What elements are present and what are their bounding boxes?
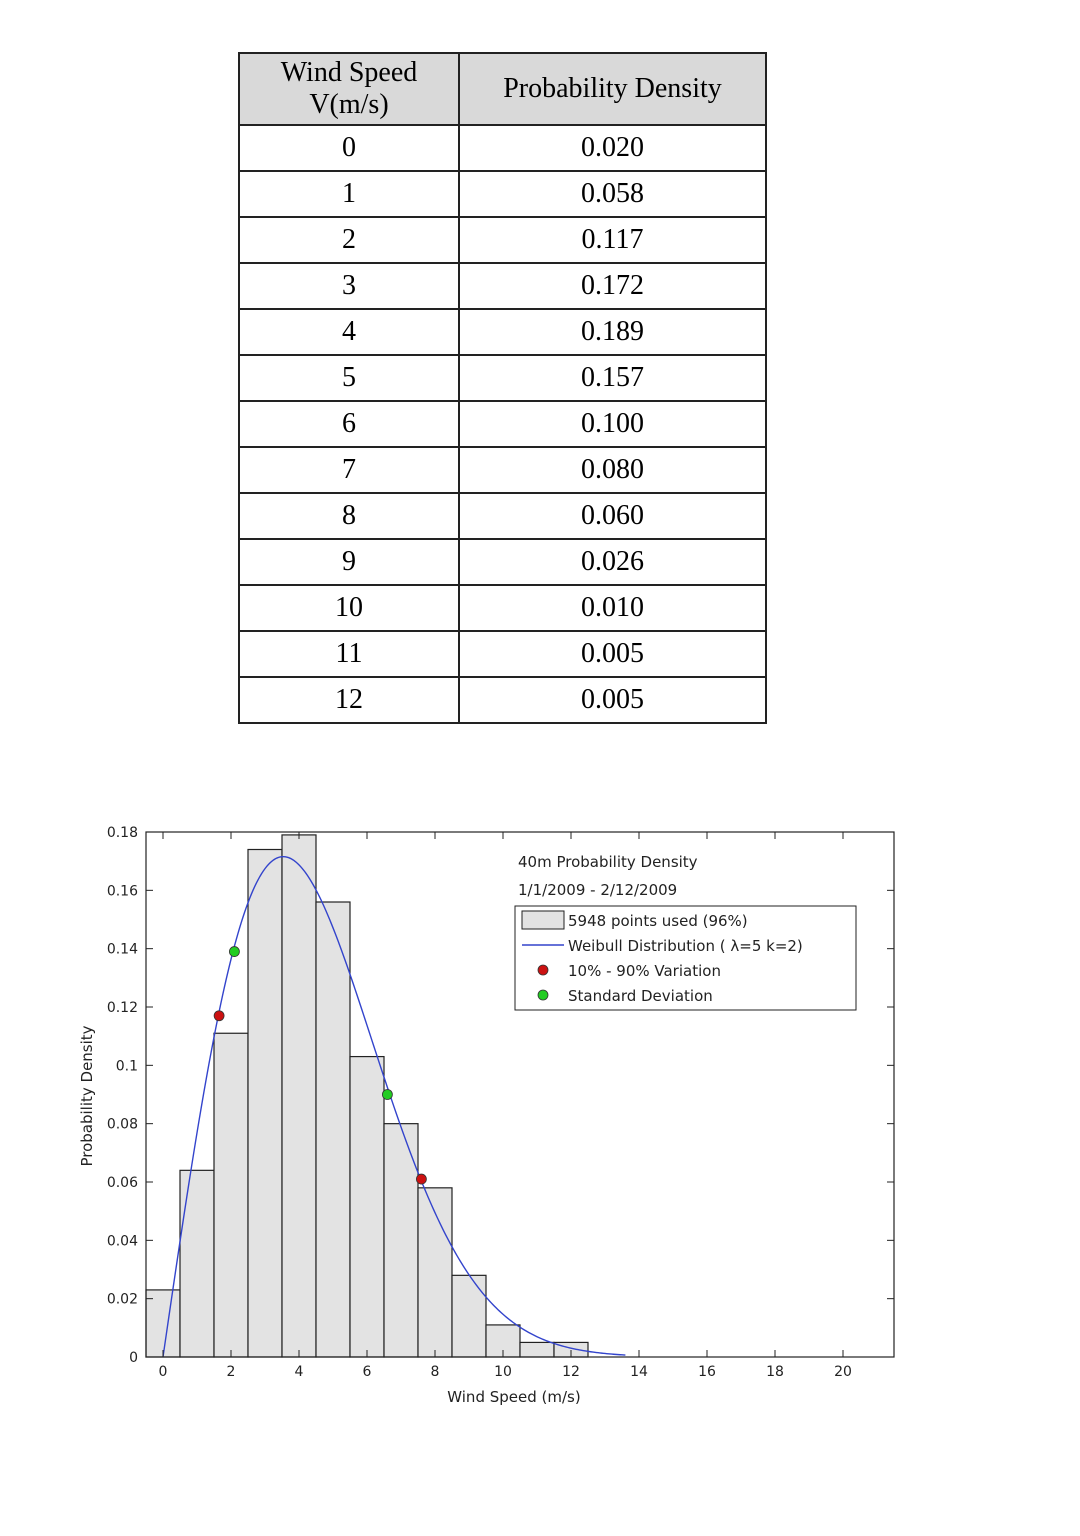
chart-title-line2: 1/1/2009 - 2/12/2009: [518, 881, 678, 899]
x-tick-label: 8: [430, 1364, 440, 1380]
histogram-bar: [452, 1275, 486, 1357]
y-tick-label: 0.04: [106, 1233, 138, 1250]
x-tick-label: 20: [834, 1364, 852, 1380]
table-row: [239, 355, 766, 401]
header-wind-speed: [239, 53, 459, 125]
cell-speed: 6: [239, 401, 459, 447]
cell-density: 0.060: [459, 493, 766, 539]
cell-speed: 1: [239, 171, 459, 217]
table-row: [239, 539, 766, 585]
histogram-bar: [180, 1170, 214, 1357]
y-tick-label: 0.16: [106, 883, 138, 900]
cell-density: 0.010: [459, 585, 766, 631]
y-tick-label: 0.08: [106, 1116, 138, 1133]
variation-point: [416, 1174, 426, 1184]
cell-density: 0.005: [459, 677, 766, 723]
header-wind-speed-line1: Wind Speed: [280, 57, 418, 88]
cell-density: 0.189: [459, 309, 766, 355]
table-row: [239, 217, 766, 263]
y-tick-label: 0.02: [106, 1291, 138, 1308]
x-tick-label: 6: [362, 1364, 372, 1380]
x-tick-label: 18: [766, 1364, 784, 1380]
x-tick-label: 12: [562, 1364, 580, 1380]
y-axis-label: Probability Density: [78, 1025, 96, 1167]
legend-variation-label: 10% - 90% Variation: [568, 962, 721, 980]
table-row: [239, 263, 766, 309]
cell-density: 0.157: [459, 355, 766, 401]
table-row: [239, 401, 766, 447]
y-tick-labels: [107, 825, 138, 1366]
x-tick-label: 14: [630, 1364, 648, 1380]
cell-density: 0.117: [459, 217, 766, 263]
table-row: [239, 493, 766, 539]
cell-density: 0.005: [459, 631, 766, 677]
histogram-bar: [350, 1057, 384, 1357]
legend-histogram-label: 5948 points used (96%): [568, 912, 748, 930]
cell-speed: 5: [239, 355, 459, 401]
cell-density: 0.058: [459, 171, 766, 217]
histogram-bar: [248, 850, 282, 1358]
cell-density: 0.020: [459, 125, 766, 171]
cell-speed: 4: [239, 309, 459, 355]
table-header-row: [239, 53, 766, 125]
chart-title-line1: 40m Probability Density: [518, 853, 698, 871]
cell-speed: 12: [239, 677, 459, 723]
cell-speed: 0: [239, 125, 459, 171]
legend-stddev-swatch: [538, 990, 548, 1000]
stddev-point: [229, 947, 239, 957]
table-row: [239, 585, 766, 631]
y-tick-label: 0.18: [106, 825, 138, 841]
x-tick-label: 16: [698, 1364, 716, 1380]
table-row: [239, 125, 766, 171]
histogram-bar: [316, 902, 350, 1357]
cell-speed: 7: [239, 447, 459, 493]
x-tick-label: 2: [226, 1364, 236, 1380]
wind-probability-table: [238, 52, 767, 724]
x-tick-label: 4: [294, 1364, 304, 1380]
histogram-bar: [214, 1033, 248, 1357]
cell-speed: 8: [239, 493, 459, 539]
cell-speed: 9: [239, 539, 459, 585]
legend-histogram-swatch: [522, 911, 564, 929]
table-row: [239, 309, 766, 355]
variation-point: [214, 1011, 224, 1021]
histogram-bar: [282, 835, 316, 1357]
x-tick-labels: [159, 1364, 852, 1380]
cell-speed: 3: [239, 263, 459, 309]
x-axis-label: Wind Speed (m/s): [447, 1388, 581, 1406]
cell-speed: 10: [239, 585, 459, 631]
legend-variation-swatch: [538, 965, 548, 975]
y-tick-label: 0.14: [106, 941, 138, 958]
y-tick-label: 0.12: [106, 1000, 138, 1016]
x-tick-label: 0: [158, 1364, 168, 1380]
table-row: [239, 631, 766, 677]
cell-density: 0.100: [459, 401, 766, 447]
cell-density: 0.172: [459, 263, 766, 309]
x-tick-label: 10: [494, 1364, 512, 1380]
y-tick-label: 0.06: [106, 1175, 138, 1191]
legend-curve-label: Weibull Distribution ( λ=5 k=2): [568, 937, 803, 955]
probability-density-chart: [0, 800, 1080, 1440]
stddev-point: [382, 1090, 392, 1100]
table-row: [239, 171, 766, 217]
cell-speed: 2: [239, 217, 459, 263]
legend-stddev-label: Standard Deviation: [568, 987, 713, 1005]
header-probability-density: Probability Density: [459, 53, 766, 125]
y-tick-label: 0.1: [115, 1058, 138, 1075]
legend: [515, 906, 856, 1010]
table-row: [239, 677, 766, 723]
table-row: [239, 447, 766, 493]
cell-density: 0.026: [459, 539, 766, 585]
histogram-bar: [520, 1342, 554, 1357]
header-wind-speed-line2: V(m/s): [309, 89, 389, 120]
y-tick-label: 0: [129, 1350, 138, 1366]
cell-density: 0.080: [459, 447, 766, 493]
histogram-bar: [146, 1290, 180, 1357]
cell-speed: 11: [239, 631, 459, 677]
